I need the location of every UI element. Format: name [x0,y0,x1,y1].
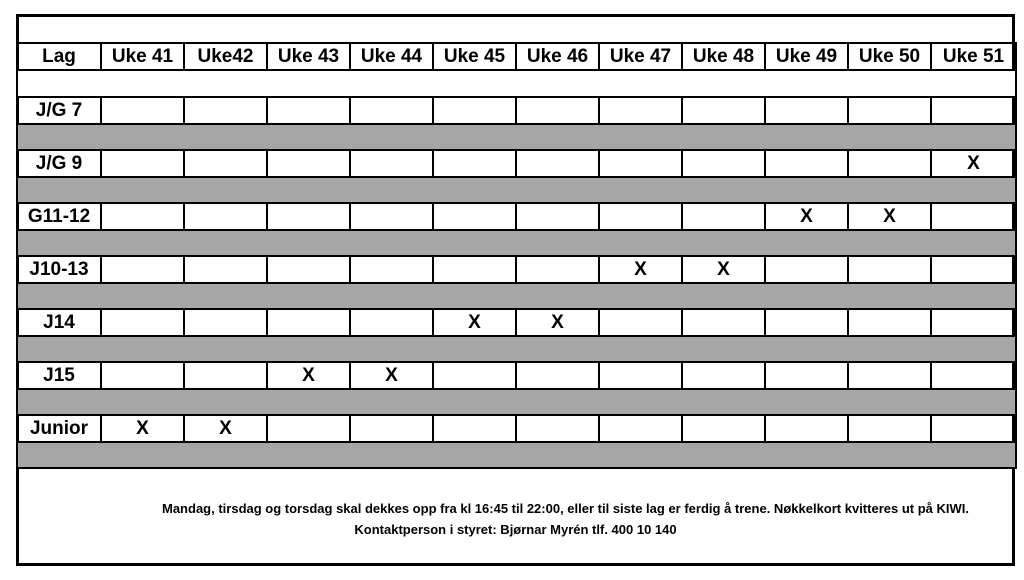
week-cell [931,203,1016,230]
week-cell [848,362,931,389]
week-cell [101,97,184,124]
week-cell [848,309,931,336]
week-cell: X [516,309,599,336]
separator-row [17,283,1016,309]
week-cell [101,309,184,336]
week-cell [267,415,350,442]
header-week: Uke42 [184,43,267,70]
week-cell [516,97,599,124]
week-cell: X [350,362,433,389]
team-row [17,203,1016,230]
team-row [17,415,1016,442]
separator-cell [17,389,1016,415]
week-cell [433,415,516,442]
schedule-body [17,43,1016,468]
blank-cell [17,70,1016,97]
week-cell [599,362,682,389]
header-week: Uke 49 [765,43,848,70]
week-cell [931,256,1016,283]
week-cell [267,97,350,124]
week-cell [599,415,682,442]
week-cell [931,309,1016,336]
header-week: Uke 41 [101,43,184,70]
week-cell [516,150,599,177]
week-cell [765,256,848,283]
week-cell [267,150,350,177]
header-week: Uke 51 [931,43,1016,70]
week-cell [267,309,350,336]
week-cell [101,203,184,230]
week-cell [433,256,516,283]
team-name: J14 [17,309,101,336]
week-cell: X [184,415,267,442]
separator-row [17,177,1016,203]
week-cell [682,309,765,336]
week-cell [682,203,765,230]
week-cell [848,256,931,283]
week-cell [848,415,931,442]
week-cell [350,203,433,230]
separator-cell [17,230,1016,256]
week-cell [433,362,516,389]
week-cell [516,203,599,230]
week-cell [516,362,599,389]
separator-cell [17,336,1016,362]
team-row [17,150,1016,177]
week-cell [184,203,267,230]
separator-row [17,230,1016,256]
week-cell [599,203,682,230]
team-row [17,309,1016,336]
week-cell: X [682,256,765,283]
week-cell: X [765,203,848,230]
week-cell [433,97,516,124]
footer-contact-line: Kontaktperson i styret: Bjørnar Myrén tlf. 400 10 140 [354,522,677,537]
separator-cell [17,177,1016,203]
schedule-table [16,42,1017,469]
separator-row [17,442,1016,468]
separator-cell [17,442,1016,468]
footer-line-1: Mandag, tirsdag og torsdag skal dekkes opp fra kl 16:45 til 22:00, eller til siste lag er ferdig å trene. Nøkkelkort kvitteres ut på KIWI. [162,501,969,516]
week-cell [848,150,931,177]
week-cell [765,362,848,389]
week-cell [184,150,267,177]
week-cell [267,256,350,283]
header-week: Uke 46 [516,43,599,70]
header-row [17,43,1016,70]
separator-row [17,389,1016,415]
week-cell [350,309,433,336]
header-week: Uke 48 [682,43,765,70]
week-cell [101,362,184,389]
week-cell: X [267,362,350,389]
footer-note [16,498,1015,540]
week-cell: X [848,203,931,230]
team-row [17,97,1016,124]
separator-cell [17,124,1016,150]
separator-row [17,124,1016,150]
team-name: J15 [17,362,101,389]
blank-row [17,70,1016,97]
week-cell [682,97,765,124]
week-cell [682,150,765,177]
team-name: J10-13 [17,256,101,283]
week-cell [350,150,433,177]
week-cell [848,97,931,124]
week-cell [765,309,848,336]
team-name: J/G 9 [17,150,101,177]
header-week: Uke 44 [350,43,433,70]
header-week: Uke 47 [599,43,682,70]
week-cell [682,362,765,389]
week-cell [765,97,848,124]
week-cell [599,150,682,177]
header-week: Uke 50 [848,43,931,70]
week-cell [433,150,516,177]
week-cell [516,415,599,442]
week-cell [350,97,433,124]
week-cell [184,362,267,389]
week-cell: X [101,415,184,442]
week-cell [433,203,516,230]
week-cell [599,97,682,124]
team-name: G11-12 [17,203,101,230]
header-week: Uke 45 [433,43,516,70]
week-cell: X [433,309,516,336]
week-cell [350,256,433,283]
team-row [17,362,1016,389]
week-cell [184,256,267,283]
separator-cell [17,283,1016,309]
week-cell [184,97,267,124]
week-cell [931,415,1016,442]
week-cell [184,309,267,336]
header-week: Uke 43 [267,43,350,70]
week-cell [101,150,184,177]
week-cell: X [599,256,682,283]
week-cell [599,309,682,336]
week-cell: X [931,150,1016,177]
week-cell [765,415,848,442]
week-cell [931,362,1016,389]
week-cell [101,256,184,283]
week-cell [516,256,599,283]
week-cell [267,203,350,230]
team-row [17,256,1016,283]
separator-row [17,336,1016,362]
team-name: J/G 7 [17,97,101,124]
team-name: Junior [17,415,101,442]
week-cell [931,97,1016,124]
week-cell [682,415,765,442]
week-cell [765,150,848,177]
header-team-label: Lag [17,43,101,70]
week-cell [350,415,433,442]
